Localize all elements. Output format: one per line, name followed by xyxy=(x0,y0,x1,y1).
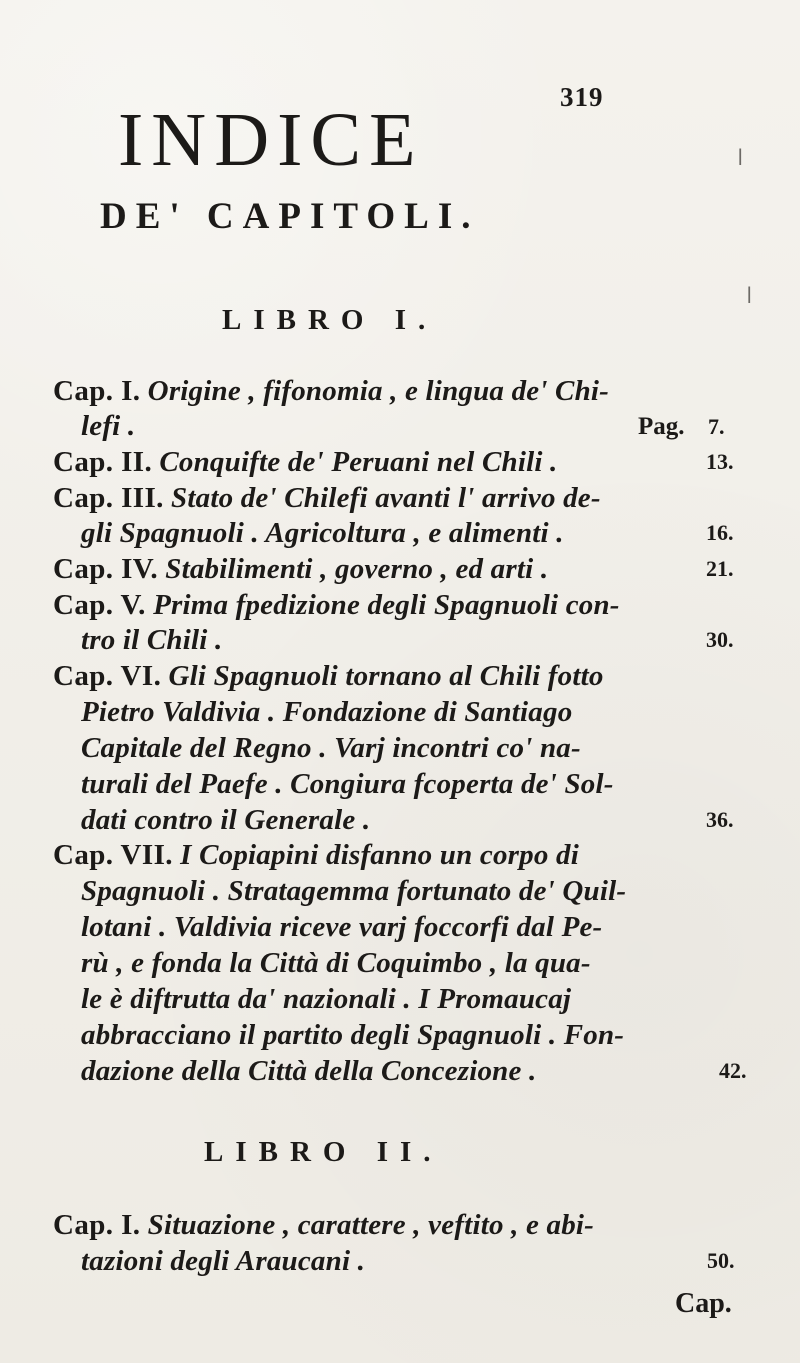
ink-mark: ǀ xyxy=(737,146,744,171)
chapters-subtitle: DE' CAPITOLI. xyxy=(100,196,480,237)
entry-line xyxy=(53,448,558,477)
chapter-description: Spagnuoli . Stratagemma fortunato de' Quil- xyxy=(81,875,627,907)
chapter-description: dazione della Città della Concezione . xyxy=(81,1055,537,1087)
chapter-description: rù , e fonda la Città di Coquimbo , la qua- xyxy=(81,947,591,979)
chapter-description: Conquifte de' Peruani nel Chili . xyxy=(159,446,558,478)
chapter-number: Cap. II. xyxy=(53,446,153,478)
page-reference: 21. xyxy=(706,556,734,581)
chapter-description: Capitale del Regno . Varj incontri co' na- xyxy=(81,732,581,764)
page-reference: 7. xyxy=(708,414,725,439)
ink-mark: ǀ xyxy=(746,284,753,309)
chapter-description: Origine , fifonomia , e lingua de' Chi- xyxy=(147,375,610,407)
book-heading-2: LIBRO II. xyxy=(204,1136,443,1168)
chapter-number: Cap. IV. xyxy=(53,553,159,585)
chapter-description: abbracciano il partito degli Spagnuoli . Fon- xyxy=(81,1019,625,1051)
book-heading-1: LIBRO I. xyxy=(222,304,438,336)
chapter-description: tro il Chili . xyxy=(81,624,223,656)
chapter-description: dati contro il Generale . xyxy=(81,804,371,836)
chapter-description: gli Spagnuoli . Agricoltura , e alimenti . xyxy=(81,517,564,549)
page-reference: 42. xyxy=(719,1058,747,1083)
page-reference: 36. xyxy=(706,807,734,832)
chapter-description: Pietro Valdivia . Fondazione di Santiago xyxy=(81,696,573,728)
chapter-description: Stato de' Chilefi avanti l' arrivo de- xyxy=(171,482,601,514)
chapter-number: Cap. I. xyxy=(53,1209,141,1241)
entry-line xyxy=(53,841,579,870)
page-reference: 16. xyxy=(706,520,734,545)
catchword: Cap. xyxy=(675,1288,732,1319)
entry-line xyxy=(53,662,604,691)
page-number: 319 xyxy=(560,82,604,112)
page-reference: 13. xyxy=(706,449,734,474)
chapter-description: le è diftrutta da' nazionali . I Promaucaj xyxy=(81,983,572,1015)
chapter-description: lefi . xyxy=(81,410,136,442)
chapter-number: Cap. VI. xyxy=(53,660,162,692)
entry-line xyxy=(53,591,620,620)
entry-line xyxy=(53,555,548,584)
index-title: INDICE xyxy=(118,98,424,182)
entry-line xyxy=(53,484,601,513)
chapter-description: I Copiapini disfanno un corpo di xyxy=(180,839,579,871)
chapter-number: Cap. III. xyxy=(53,482,164,514)
chapter-description: tazioni degli Araucani . xyxy=(81,1245,366,1277)
chapter-number: Cap. VII. xyxy=(53,839,173,871)
chapter-description: Prima fpedizione degli Spagnuoli con- xyxy=(153,589,620,621)
page-reference: 50. xyxy=(707,1248,735,1273)
chapter-description: Stabilimenti , governo , ed arti . xyxy=(165,553,549,585)
chapter-number: Cap. I. xyxy=(53,375,141,407)
entry-line xyxy=(53,1211,594,1240)
pag-label: Pag. xyxy=(638,413,685,440)
entry-line xyxy=(53,377,609,406)
page-reference: 30. xyxy=(706,627,734,652)
chapter-number: Cap. V. xyxy=(53,589,146,621)
chapter-description: Situazione , carattere , veftito , e abi- xyxy=(147,1209,595,1241)
chapter-description: Gli Spagnuoli tornano al Chili fotto xyxy=(168,660,604,692)
chapter-description: lotani . Valdivia riceve varj foccorfi dal Pe- xyxy=(81,911,603,943)
chapter-description: turali del Paefe . Congiura fcoperta de' Sol- xyxy=(81,768,614,800)
